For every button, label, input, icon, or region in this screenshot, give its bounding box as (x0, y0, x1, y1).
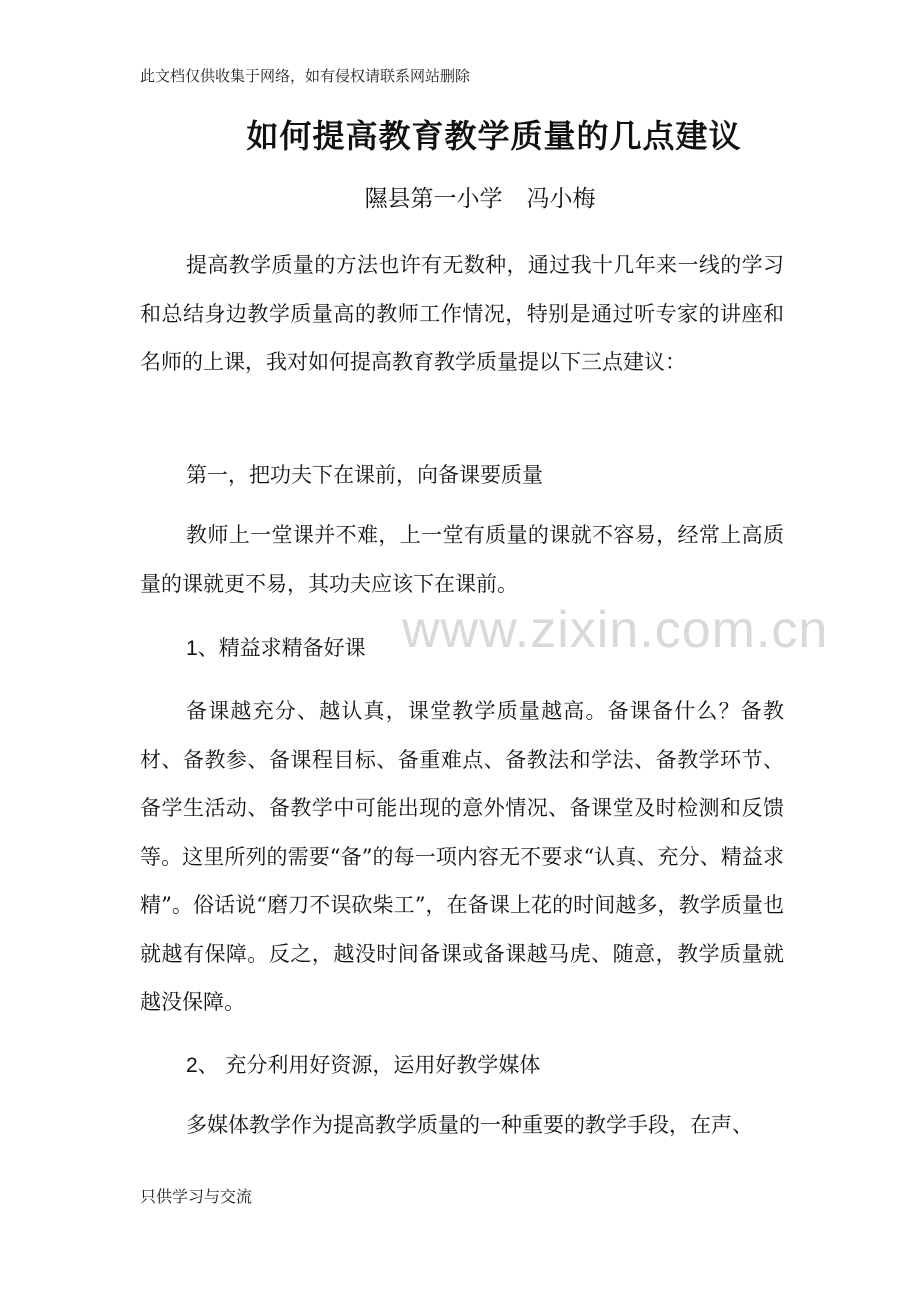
author-line (0, 181, 920, 217)
section1-heading: 第一，把功夫下在课前，向备课要质量 (186, 463, 543, 487)
item2-paragraph: 多媒体教学作为提高教学质量的一种重要的教学手段，在声、 (186, 1113, 753, 1137)
header-disclaimer: 此文档仅供收集于网络，如有侵权请联系网站删除 (140, 67, 471, 85)
item1-number: 1、 (186, 637, 219, 660)
item2-number: 2、 (186, 1054, 219, 1077)
item1-heading-text: 精益求精备好课 (218, 636, 366, 660)
intro-paragraph: 提高教学质量的方法也许有无数种，通过我十几年来一线的学习和总结身边教学质量高的教师工作情况，特别是通过听专家的讲座和名师的上课，我对如何提高教育教学质量提以下三点建议： (140, 253, 784, 374)
item1-paragraph: 备课越充分、越认真，课堂教学质量越高。备课备什么？备教材、备教参、备课程目标、备重难点、备教法和学法、备教学环节、备学生活动、备教学中可能出现的意外情况、备课堂及时检测和反馈等。这里所列的需要“备”的每一项内容无不要求“认真、充分、精益求精”。俗话说“磨刀不误砍柴工”，在备课上花的时间越多，教学质量也就越有保障。反之，越没时间备课或备课越马虎、随意，教学质量就越没保障。 (140, 699, 784, 1014)
author-name: 冯小梅 (526, 186, 596, 212)
item2-heading (140, 1041, 784, 1091)
footer-note: 只供学习与交流 (140, 1187, 253, 1206)
item2-heading-text: 充分利用好资源，运用好教学媒体 (225, 1053, 541, 1077)
watermark: www.zixin.com.cn (402, 601, 829, 659)
section1-paragraph: 教师上一堂课并不难，上一堂有质量的课就不容易，经常上高质量的课就更不易，其功夫应该下在课前。 (140, 523, 784, 596)
author-school: 隰县第一小学 (364, 186, 503, 212)
document-title: 如何提高教育教学质量的几点建议 (246, 117, 742, 155)
